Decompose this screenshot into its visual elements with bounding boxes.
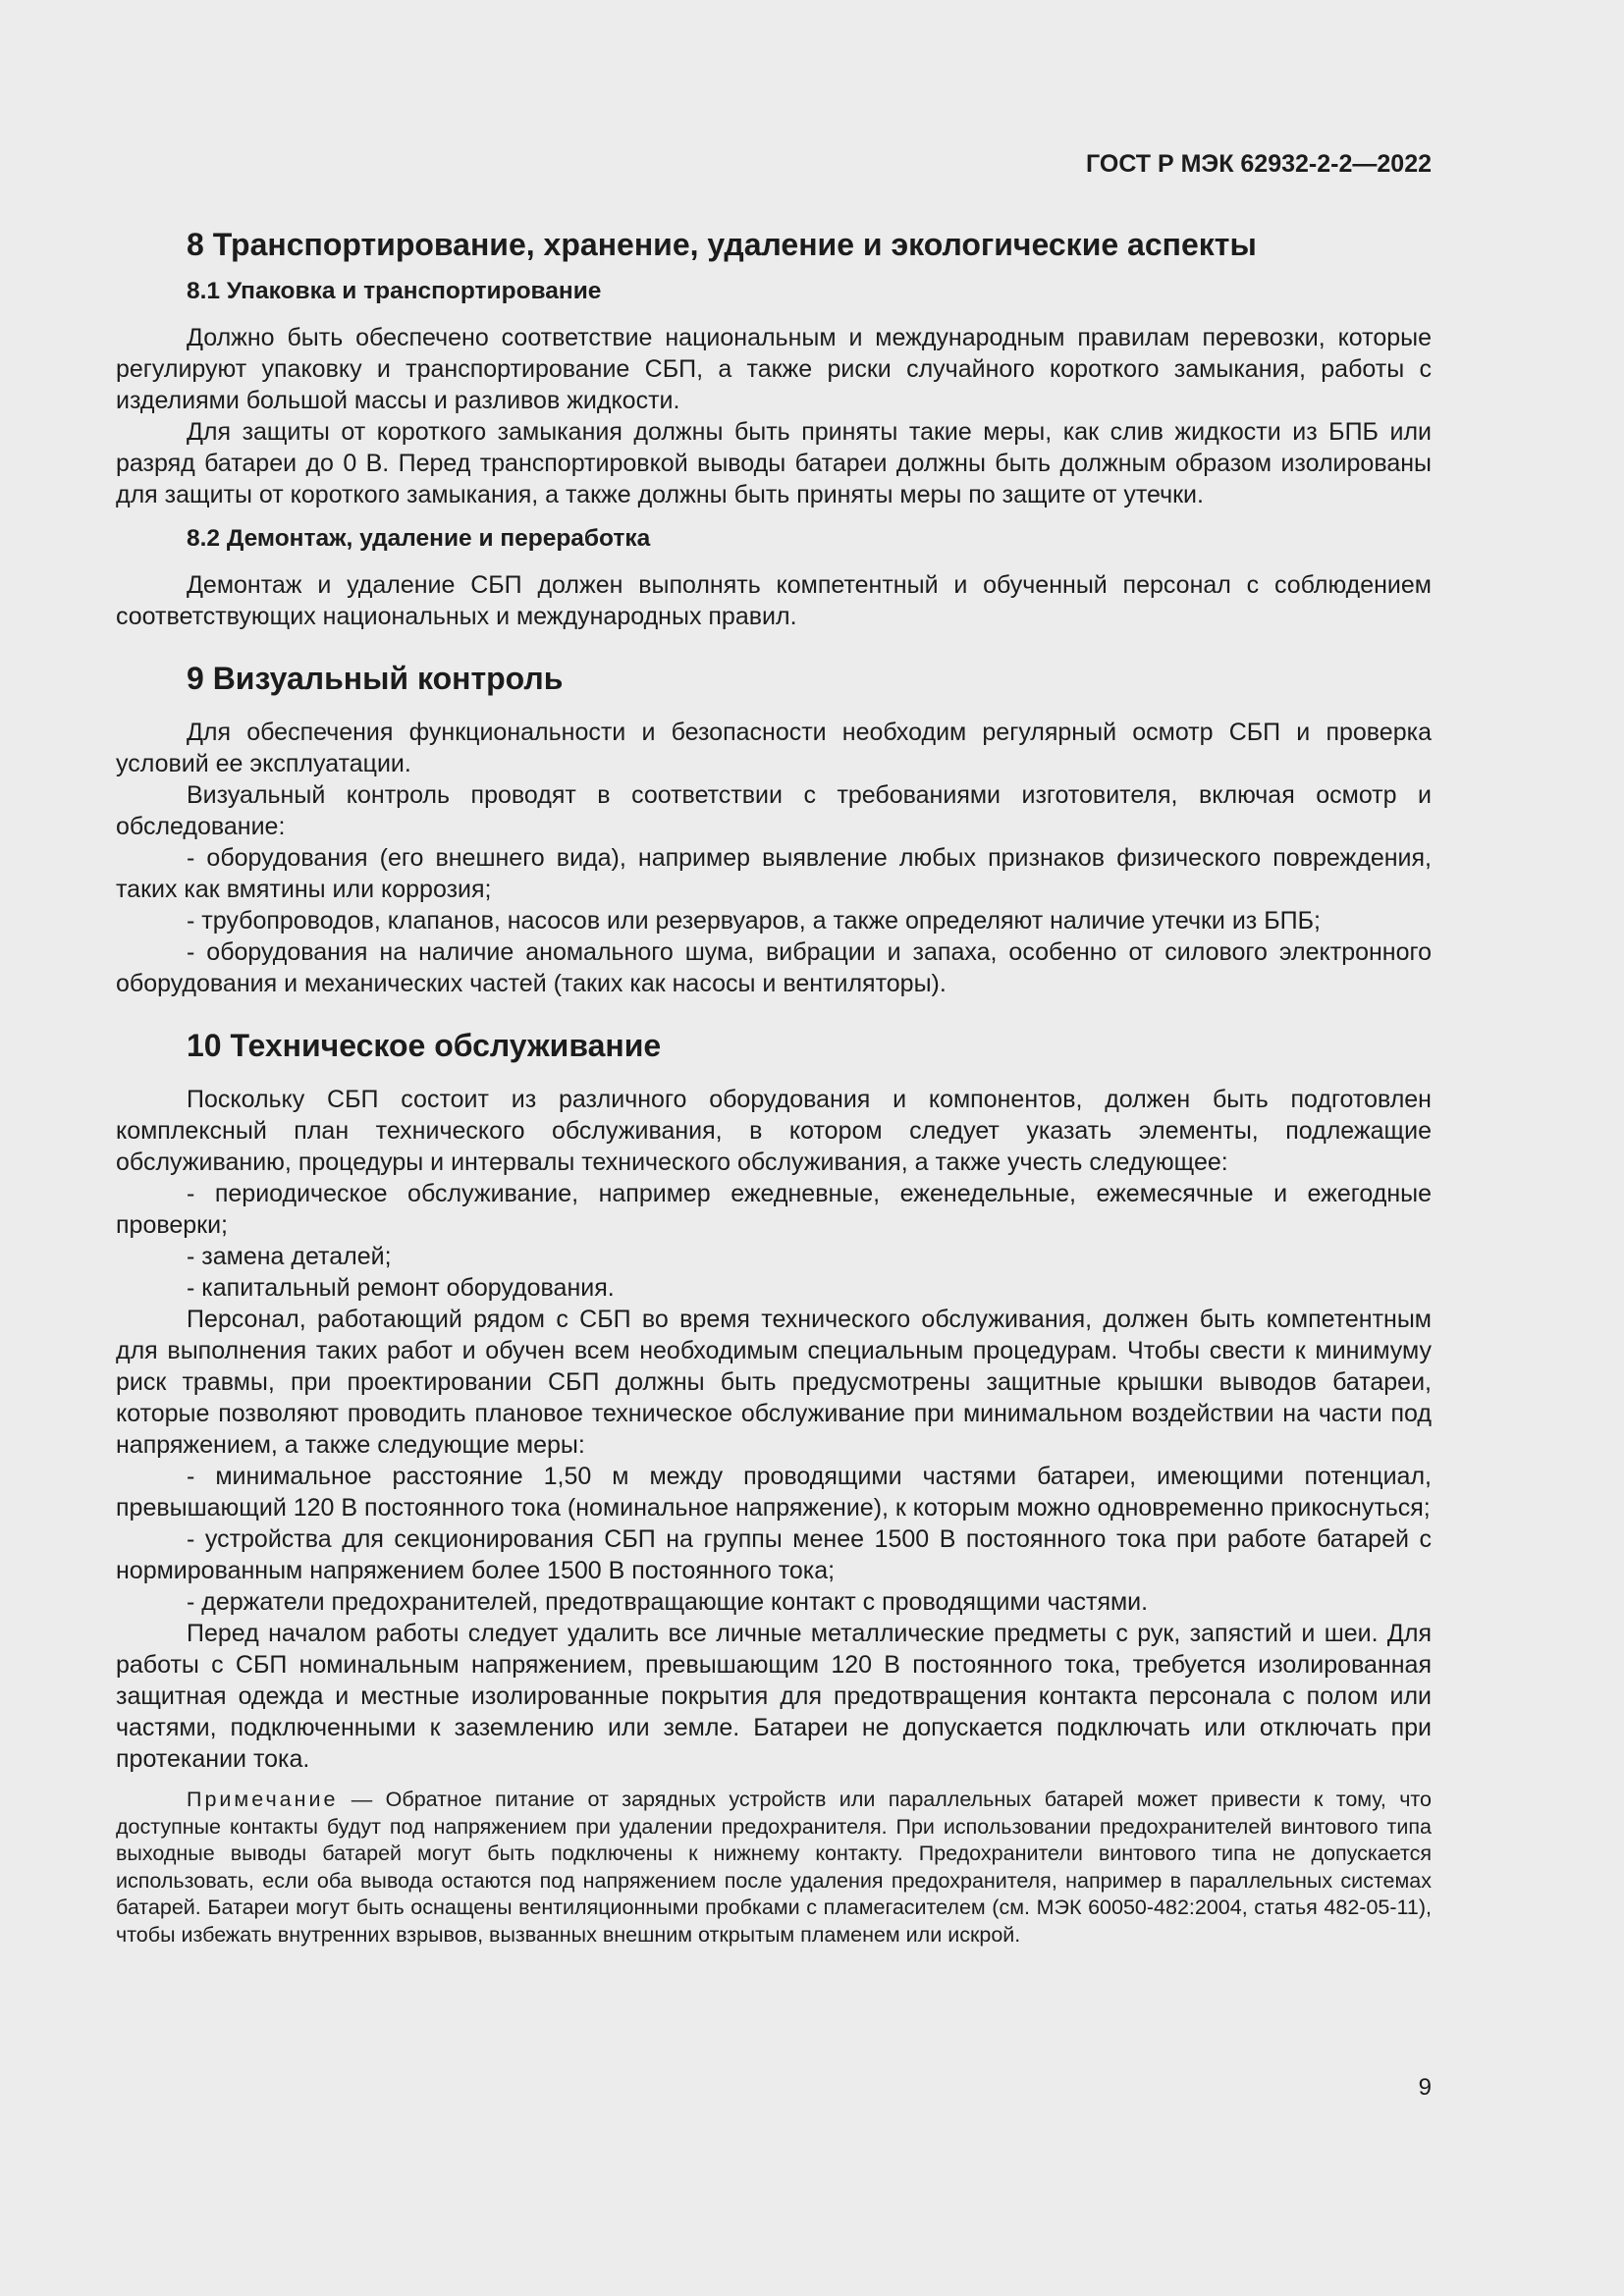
- section-10-paragraph-2: Персонал, работающий рядом с СБП во время технического обслуживания, должен быть компетентным для выполнения таких работ и обучен всем необходимым специальным процедурам. Чтобы свести к минимуму риск травмы, при проектировании СБП должны быть предусмотрены защитные крышки выводов батареи, которые позволяют проводить плановое техническое обслуживание при минимальном воздействии на части под напряжением, а также следующие меры:: [116, 1306, 1432, 1459]
- note-text: — Обратное питание от зарядных устройств или параллельных батарей может привести к тому, что доступные контакты будут под напряжением при удалении предохранителя. При использовании предохранителей винтового типа выходные выводы батарей могут быть подключены к нижнему контакту. Предохранители винтового типа не допускается использовать, если оба вывода остаются под напряжением после удаления предохранителя, например в параллельных системах батарей. Батареи могут быть оснащены вентиляционными пробками с пламегасителем (см. МЭК 60050-482:2004, статья 482-05-11), чтобы избежать внутренних взрывов, вызванных внешним открытым пламенем или искрой.: [116, 1788, 1432, 1947]
- section-8-2-paragraph-1: Демонтаж и удаление СБП должен выполнять компетентный и обученный персонал с соблюдением соответствующих национальных и международных правил.: [116, 571, 1432, 630]
- section-10-paragraph-1: Поскольку СБП состоит из различного оборудования и компонентов, должен быть подготовлен комплексный план технического обслуживания, в котором следует указать элементы, подлежащие обслуживанию, процедуры и интервалы технического обслуживания, а также учесть следующее:: [116, 1086, 1432, 1176]
- section-9-list-item: - оборудования на наличие аномального шума, вибрации и запаха, особенно от силового электронного оборудования и механических частей (таких как насосы и вентиляторы).: [116, 938, 1432, 997]
- note: [116, 1787, 1432, 1949]
- section-8-1-title: 8.1 Упаковка и транспортирование: [187, 278, 602, 304]
- section-8-2-title: 8.2 Демонтаж, удаление и переработка: [187, 525, 651, 552]
- section-8-1-paragraph-2: Для защиты от короткого замыкания должны быть приняты такие меры, как слив жидкости из БПБ или разряд батареи до 0 В. Перед транспортировкой выводы батареи должны быть должным образом изолированы для защиты от короткого замыкания, а также должны быть приняты меры по защите от утечки.: [116, 418, 1432, 508]
- section-10-list-item: - периодическое обслуживание, например ежедневные, еженедельные, ежемесячные и ежегодные проверки;: [116, 1180, 1432, 1239]
- section-10-list-item: - держатели предохранителей, предотвращающие контакт с проводящими частями.: [187, 1588, 1149, 1616]
- section-9-title: 9 Визуальный контроль: [187, 661, 564, 696]
- section-10-paragraph-3: Перед началом работы следует удалить все личные металлические предметы с рук, запястий и шеи. Для работы с СБП номинальным напряжением, превышающим 120 В постоянного тока, требуется изолированная защитная одежда и местные изолированные покрытия для предотвращения контакта персонала с полом или частями, подключенными к заземлению или земле. Батареи не допускается подключать или отключать при протекании тока.: [116, 1620, 1432, 1773]
- note-label: Примечание: [187, 1788, 339, 1811]
- section-9-paragraph-2: Визуальный контроль проводят в соответствии с требованиями изготовителя, включая осмотр и обследование:: [116, 781, 1432, 840]
- section-8-title: 8 Транспортирование, хранение, удаление и экологические аспекты: [187, 227, 1257, 262]
- section-9-list-item: - трубопроводов, клапанов, насосов или резервуаров, а также определяют наличие утечки из БПБ;: [187, 907, 1321, 934]
- page-number: 9: [1418, 2074, 1432, 2101]
- page-content: [116, 224, 1432, 1949]
- section-8-1-paragraph-1: Должно быть обеспечено соответствие национальным и международным правилам перевозки, которые регулируют упаковку и транспортирование СБП, а также риски случайного короткого замыкания, работы с изделиями большой массы и разливов жидкости.: [116, 324, 1432, 414]
- section-10-list-item: - капитальный ремонт оборудования.: [187, 1274, 615, 1302]
- section-9-paragraph-1: Для обеспечения функциональности и безопасности необходим регулярный осмотр СБП и проверка условий ее эксплуатации.: [116, 719, 1432, 777]
- section-10-list-item: - устройства для секционирования СБП на группы менее 1500 В постоянного тока при работе батарей с нормированным напряжением более 1500 В постоянного тока;: [116, 1525, 1432, 1584]
- section-10-title: 10 Техническое обслуживание: [187, 1028, 662, 1063]
- section-9-list-item: - оборудования (его внешнего вида), например выявление любых признаков физического повреждения, таких как вмятины или коррозия;: [116, 844, 1432, 903]
- document-code-header: ГОСТ Р МЭК 62932-2-2—2022: [1086, 150, 1432, 178]
- section-10-list-item: - минимальное расстояние 1,50 м между проводящими частями батареи, имеющими потенциал, превышающий 120 В постоянного тока (номинальное напряжение), к которым можно одновременно прикоснуться;: [116, 1463, 1432, 1522]
- section-10-list-item: - замена деталей;: [187, 1243, 392, 1270]
